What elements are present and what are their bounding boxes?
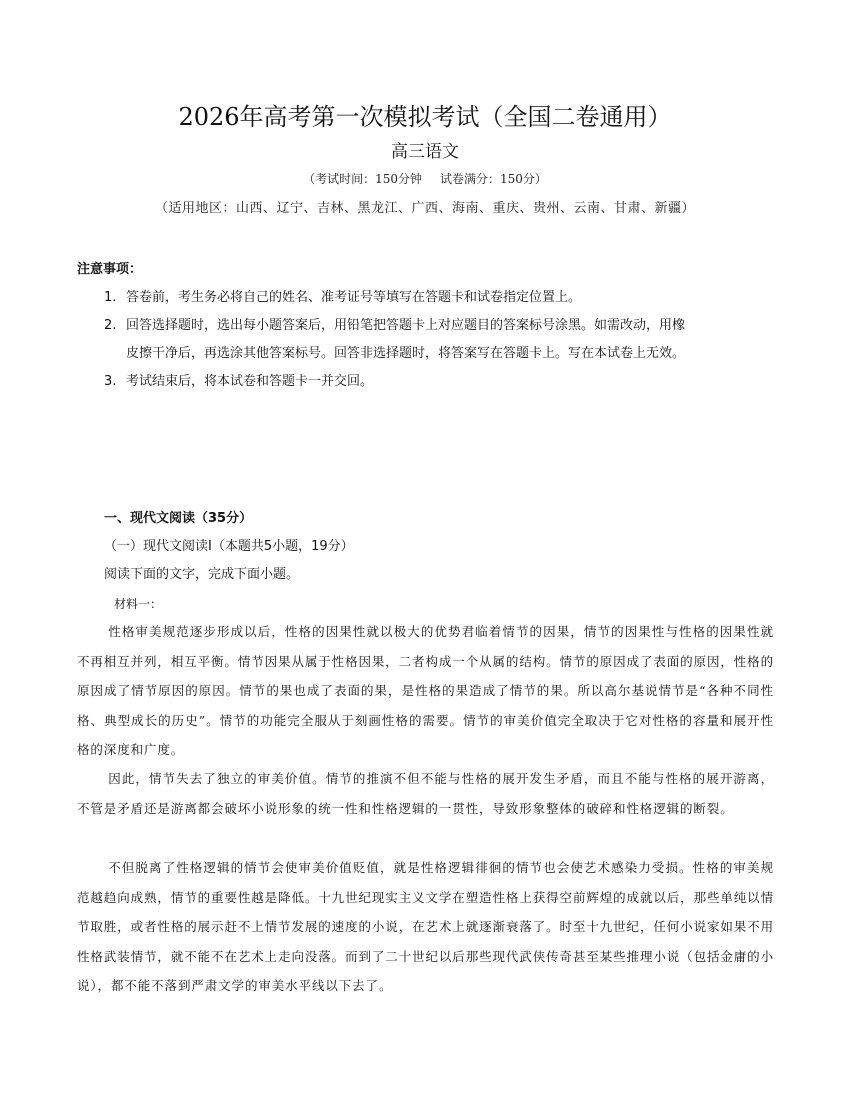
note-text: 回答选择题时，选出每小题答案后，用铅笔把答题卡上对应题目的答案标号涂黑。如需改动，用橡 [126,318,686,333]
exam-meta [0,170,850,188]
note-item-continued: 皮擦干净后，再选涂其他答案标号。回答非选择题时，将答案写在答题卡上。写在本试卷上无效。 [126,346,686,361]
subsection-heading: （一）现代文阅读Ⅰ（本题共5小题，19分） [104,539,354,554]
note-item [104,368,784,396]
passage-paragraph: 性格审美规范逐步形成以后，性格的因果性就以极大的优势君临着情节的因果，情节的因果性与性格的因果性就不再相互并列，相互平衡。情节因果从属于性格因果，二者构成一个从属的结构。情节的原因成了表面的原因，性格的原因成了情节原因的原因。情节的果也成了表面的果，是性格的果造成了情节的果。所以高尔基说情节是“各种不同性格、典型成长的历史”。情节的功能完全服从于刻画性格的需要。情节的审美价值完全取决于它对性格的容量和展开性格的深度和广度。 [77,624,774,757]
full-score: 试卷满分：150分） [440,172,547,186]
note-number: 3. [104,374,117,389]
note-number: 1. [104,290,117,305]
note-item [104,312,784,340]
reading-instruction: 阅读下面的文字，完成下面小题。 [104,567,300,582]
passage-paragraph: 不但脱离了性格逻辑的情节会使审美价值贬值，就是性格逻辑徘徊的情节也会使艺术感染力受损。性格的审美规范越趋向成熟，情节的重要性越是降低。十九世纪现实主义文学在塑造性格上获得空前辉煌的成就以后，那些单纯以情节取胜，或者性格的展示赶不上情节发展的速度的小说，在艺术上就逐渐衰落了。时至十九世纪，任何小说家如果不用性格武装情节，就不能不在艺术上走向没落。而到了二十世纪以后那些现代武侠传奇甚至某些推理小说（包括金庸的小说），都不能不落到严肃文学的审美水平线以下去了。 [77,860,774,993]
note-text: 考试结束后，将本试卷和答题卡一并交回。 [126,374,374,389]
material-label: 材料一： [114,597,163,611]
note-item [104,284,784,312]
exam-title: 2026年高考第一次模拟考试（全国二卷通用） [178,103,672,131]
passage-paragraph: 因此，情节失去了独立的审美价值。情节的推演不但不能与性格的展开发生矛盾，而且不能与性格的展开游离，不管是矛盾还是游离都会破坏小说形象的统一性和性格逻辑的一贯性，导致形象整体的破碎和性格逻辑的断裂。 [77,771,774,816]
exam-subject: 高三语文 [391,142,459,162]
notes-heading: 注意事项： [77,262,143,277]
note-text: 答卷前，考生务必将自己的姓名、准考证号等填写在答题卡和试卷指定位置上。 [126,290,582,305]
applicable-regions: （适用地区：山西、辽宁、吉林、黑龙江、广西、海南、重庆、贵州、云南、甘肃、新疆） [154,201,695,216]
note-number: 2. [104,318,117,333]
section-heading: 一、现代文阅读（35分） [104,511,253,526]
exam-time: （考试时间：150分钟 [303,172,422,186]
